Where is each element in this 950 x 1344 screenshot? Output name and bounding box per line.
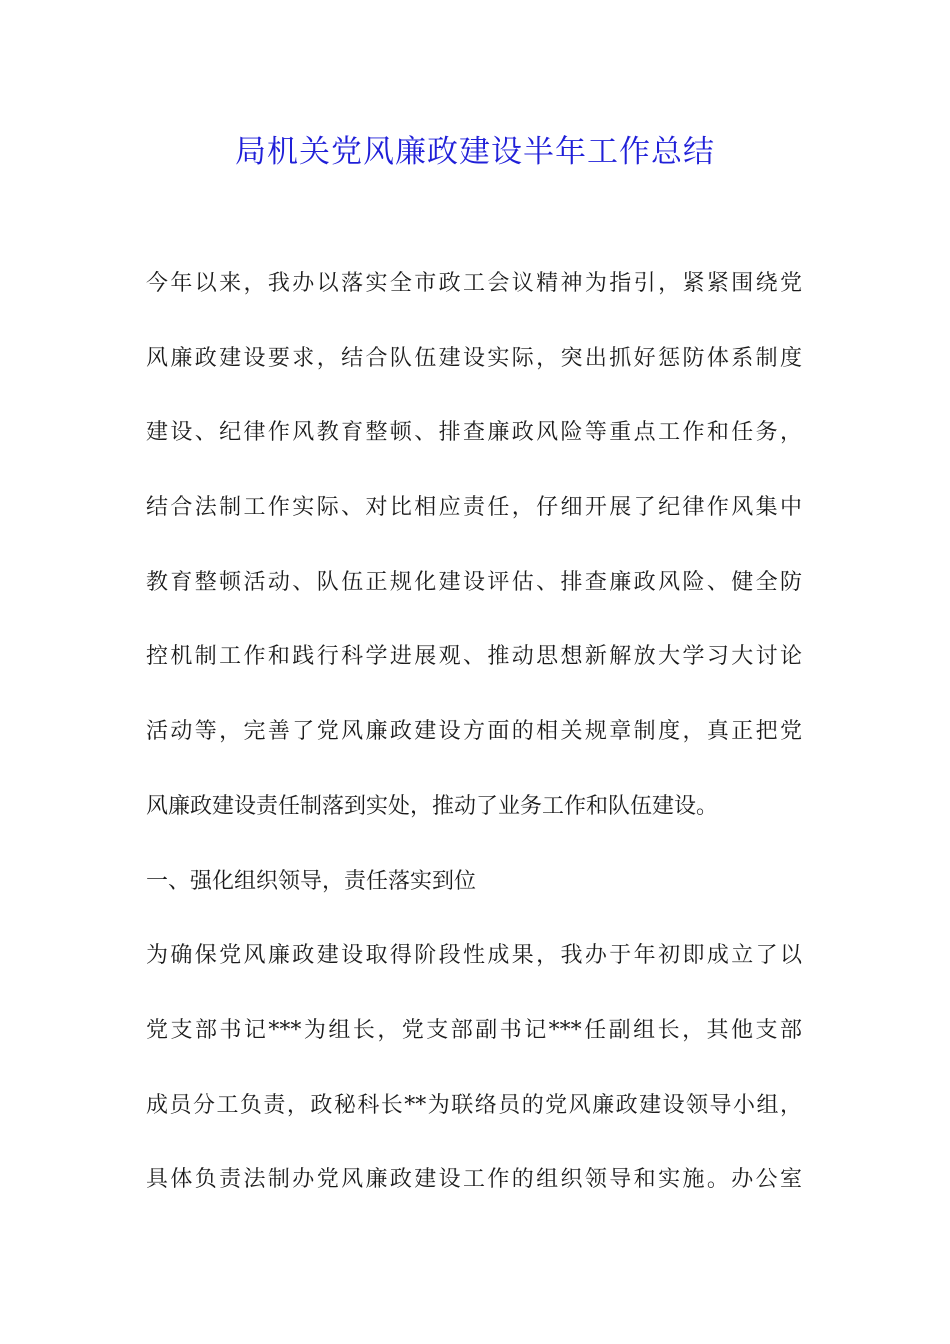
body-line-6: 控机制工作和践行科学进展观、推动思想新解放大学习大讨论 <box>146 644 802 670</box>
body-line-9: 为确保党风廉政建设取得阶段性成果，我办于年初即成立了以 <box>146 943 802 969</box>
body-line-1: 今年以来，我办以落实全市政工会议精神为指引，紧紧围绕党 <box>146 271 802 296</box>
document-title: 局机关党风廉政建设半年工作总结 <box>235 134 715 170</box>
body-line-7: 活动等，完善了党风廉政建设方面的相关规章制度，真正把党 <box>146 719 802 745</box>
body-line-2: 风廉政建设要求，结合队伍建设实际，突出抓好惩防体系制度 <box>146 345 802 371</box>
body-line-3: 建设、纪律作风教育整顿、排查廉政风险等重点工作和任务， <box>146 420 802 446</box>
body-line-10: 党支部书记***为组长，党支部副书记***任副组长，其他支部 <box>146 1017 802 1043</box>
section-heading-1: 一、强化组织领导，责任落实到位 <box>146 868 477 894</box>
body-line-4: 结合法制工作实际、对比相应责任，仔细开展了纪律作风集中 <box>146 495 802 521</box>
document-body <box>146 262 826 1233</box>
body-line-11: 成员分工负责，政秘科长**为联络员的党风廉政建设领导小组， <box>146 1092 802 1118</box>
body-line-8: 风廉政建设责任制落到实处，推动了业务工作和队伍建设。 <box>146 793 719 819</box>
body-line-5: 教育整顿活动、队伍正规化建设评估、排查廉政风险、健全防 <box>146 569 802 595</box>
body-line-12: 具体负责法制办党风廉政建设工作的组织领导和实施。办公室 <box>146 1167 802 1193</box>
